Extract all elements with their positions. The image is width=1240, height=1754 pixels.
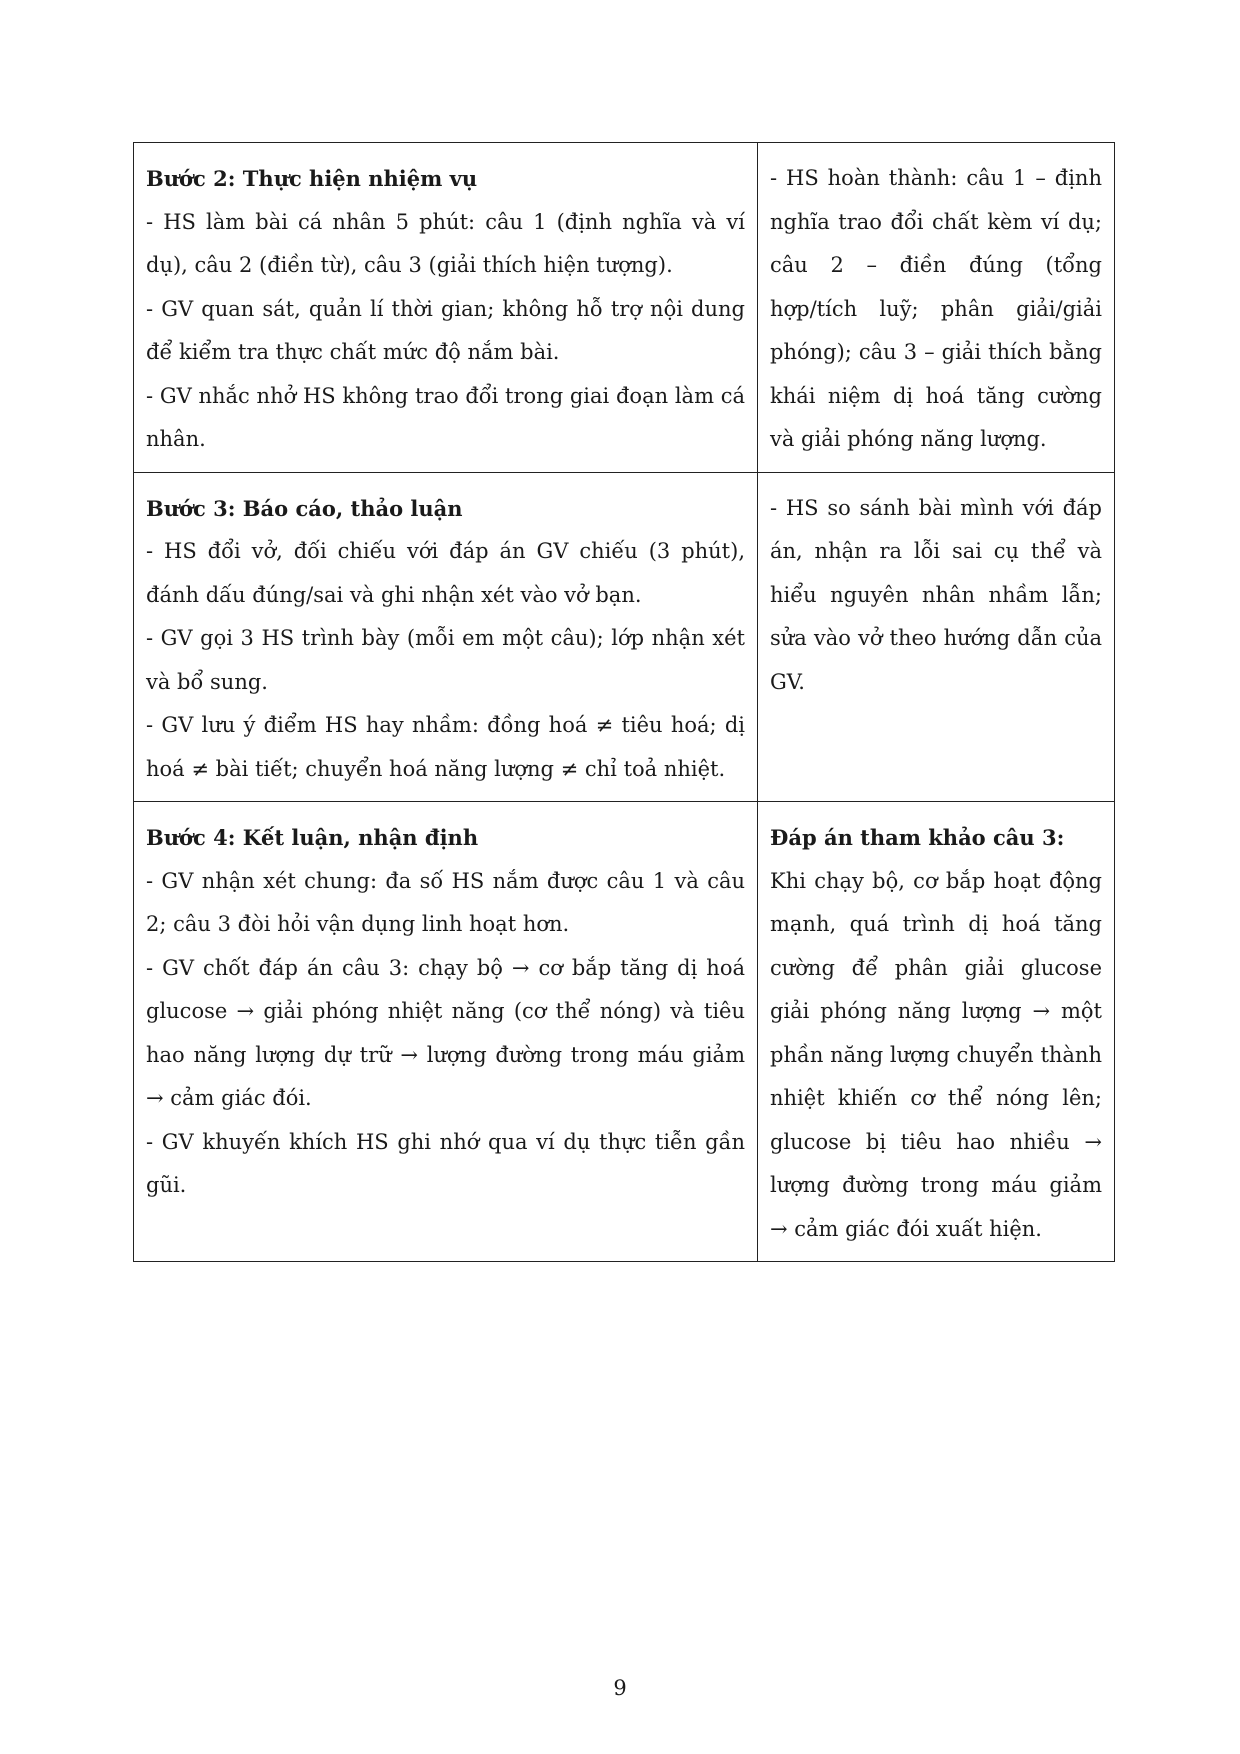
step-3-outcome-text: - HS so sánh bài mình với đáp án, nhận ra lỗi sai cụ thể và hiểu nguyên nhân nhầm lẫn; sửa vào vở theo hướng dẫn của GV. xyxy=(770,495,1102,694)
step-3-line: - GV lưu ý điểm HS hay nhầm: đồng hoá ≠ tiêu hoá; dị hoá ≠ bài tiết; chuyển hoá năng lượng ≠ chỉ toả nhiệt. xyxy=(146,713,745,781)
step-3-line: - GV gọi 3 HS trình bày (mỗi em một câu); lớp nhận xét và bổ sung. xyxy=(146,626,745,694)
step-2-line: - GV quan sát, quản lí thời gian; không hỗ trợ nội dung để kiểm tra thực chất mức độ nắm bài. xyxy=(146,296,745,364)
step-2-title: Bước 2: Thực hiện nhiệm vụ xyxy=(146,166,478,191)
table-row-step-3 xyxy=(134,472,1115,802)
page-number: 9 xyxy=(613,1676,627,1700)
step-4-line: - GV chốt đáp án câu 3: chạy bộ → cơ bắp tăng dị hoá glucose → giải phóng nhiệt năng (cơ thể nóng) và tiêu hao năng lượng dự trữ → lượng đường trong máu giảm → cảm giác đói. xyxy=(146,955,745,1110)
step-4-title: Bước 4: Kết luận, nhận định xyxy=(146,825,479,850)
step-2-outcome xyxy=(758,143,1115,473)
step-2-line: - GV nhắc nhở HS không trao đổi trong giai đoạn làm cá nhân. xyxy=(146,383,745,451)
answer-title: Đáp án tham khảo câu 3: xyxy=(770,825,1065,850)
step-4-activities xyxy=(134,802,758,1262)
step-3-line: - HS đổi vở, đối chiếu với đáp án GV chiếu (3 phút), đánh dấu đúng/sai và ghi nhận xét vào vở bạn. xyxy=(146,539,745,607)
answer-text: Khi chạy bộ, cơ bắp hoạt động mạnh, quá trình dị hoá tăng cường để phân giải glucose giải phóng năng lượng → một phần năng lượng chuyển thành nhiệt khiến cơ thể nóng lên; glucose bị tiêu hao nhiều → lượng đường trong máu giảm → cảm giác đói xuất hiện. xyxy=(770,868,1102,1241)
step-2-outcome-text: - HS hoàn thành: câu 1 – định nghĩa trao đổi chất kèm ví dụ; câu 2 – điền đúng (tổng hợp/tích luỹ; phân giải/giải phóng); câu 3 – giải thích bằng khái niệm dị hoá tăng cường và giải phóng năng lượng. xyxy=(770,166,1102,451)
table-row-step-2 xyxy=(134,143,1115,473)
step-3-activities xyxy=(134,472,758,802)
lesson-table xyxy=(133,142,1115,1262)
step-3-outcome xyxy=(758,472,1115,802)
step-4-line: - GV khuyến khích HS ghi nhớ qua ví dụ thực tiễn gần gũi. xyxy=(146,1129,745,1197)
step-2-line: - HS làm bài cá nhân 5 phút: câu 1 (định nghĩa và ví dụ), câu 2 (điền từ), câu 3 (giải thích hiện tượng). xyxy=(146,209,745,277)
step-2-activities xyxy=(134,143,758,473)
table-row-step-4 xyxy=(134,802,1115,1262)
step-3-title: Bước 3: Báo cáo, thảo luận xyxy=(146,495,463,521)
step-4-outcome xyxy=(758,802,1115,1262)
step-4-line: - GV nhận xét chung: đa số HS nắm được câu 1 và câu 2; câu 3 đòi hỏi vận dụng linh hoạt hơn. xyxy=(146,868,745,936)
